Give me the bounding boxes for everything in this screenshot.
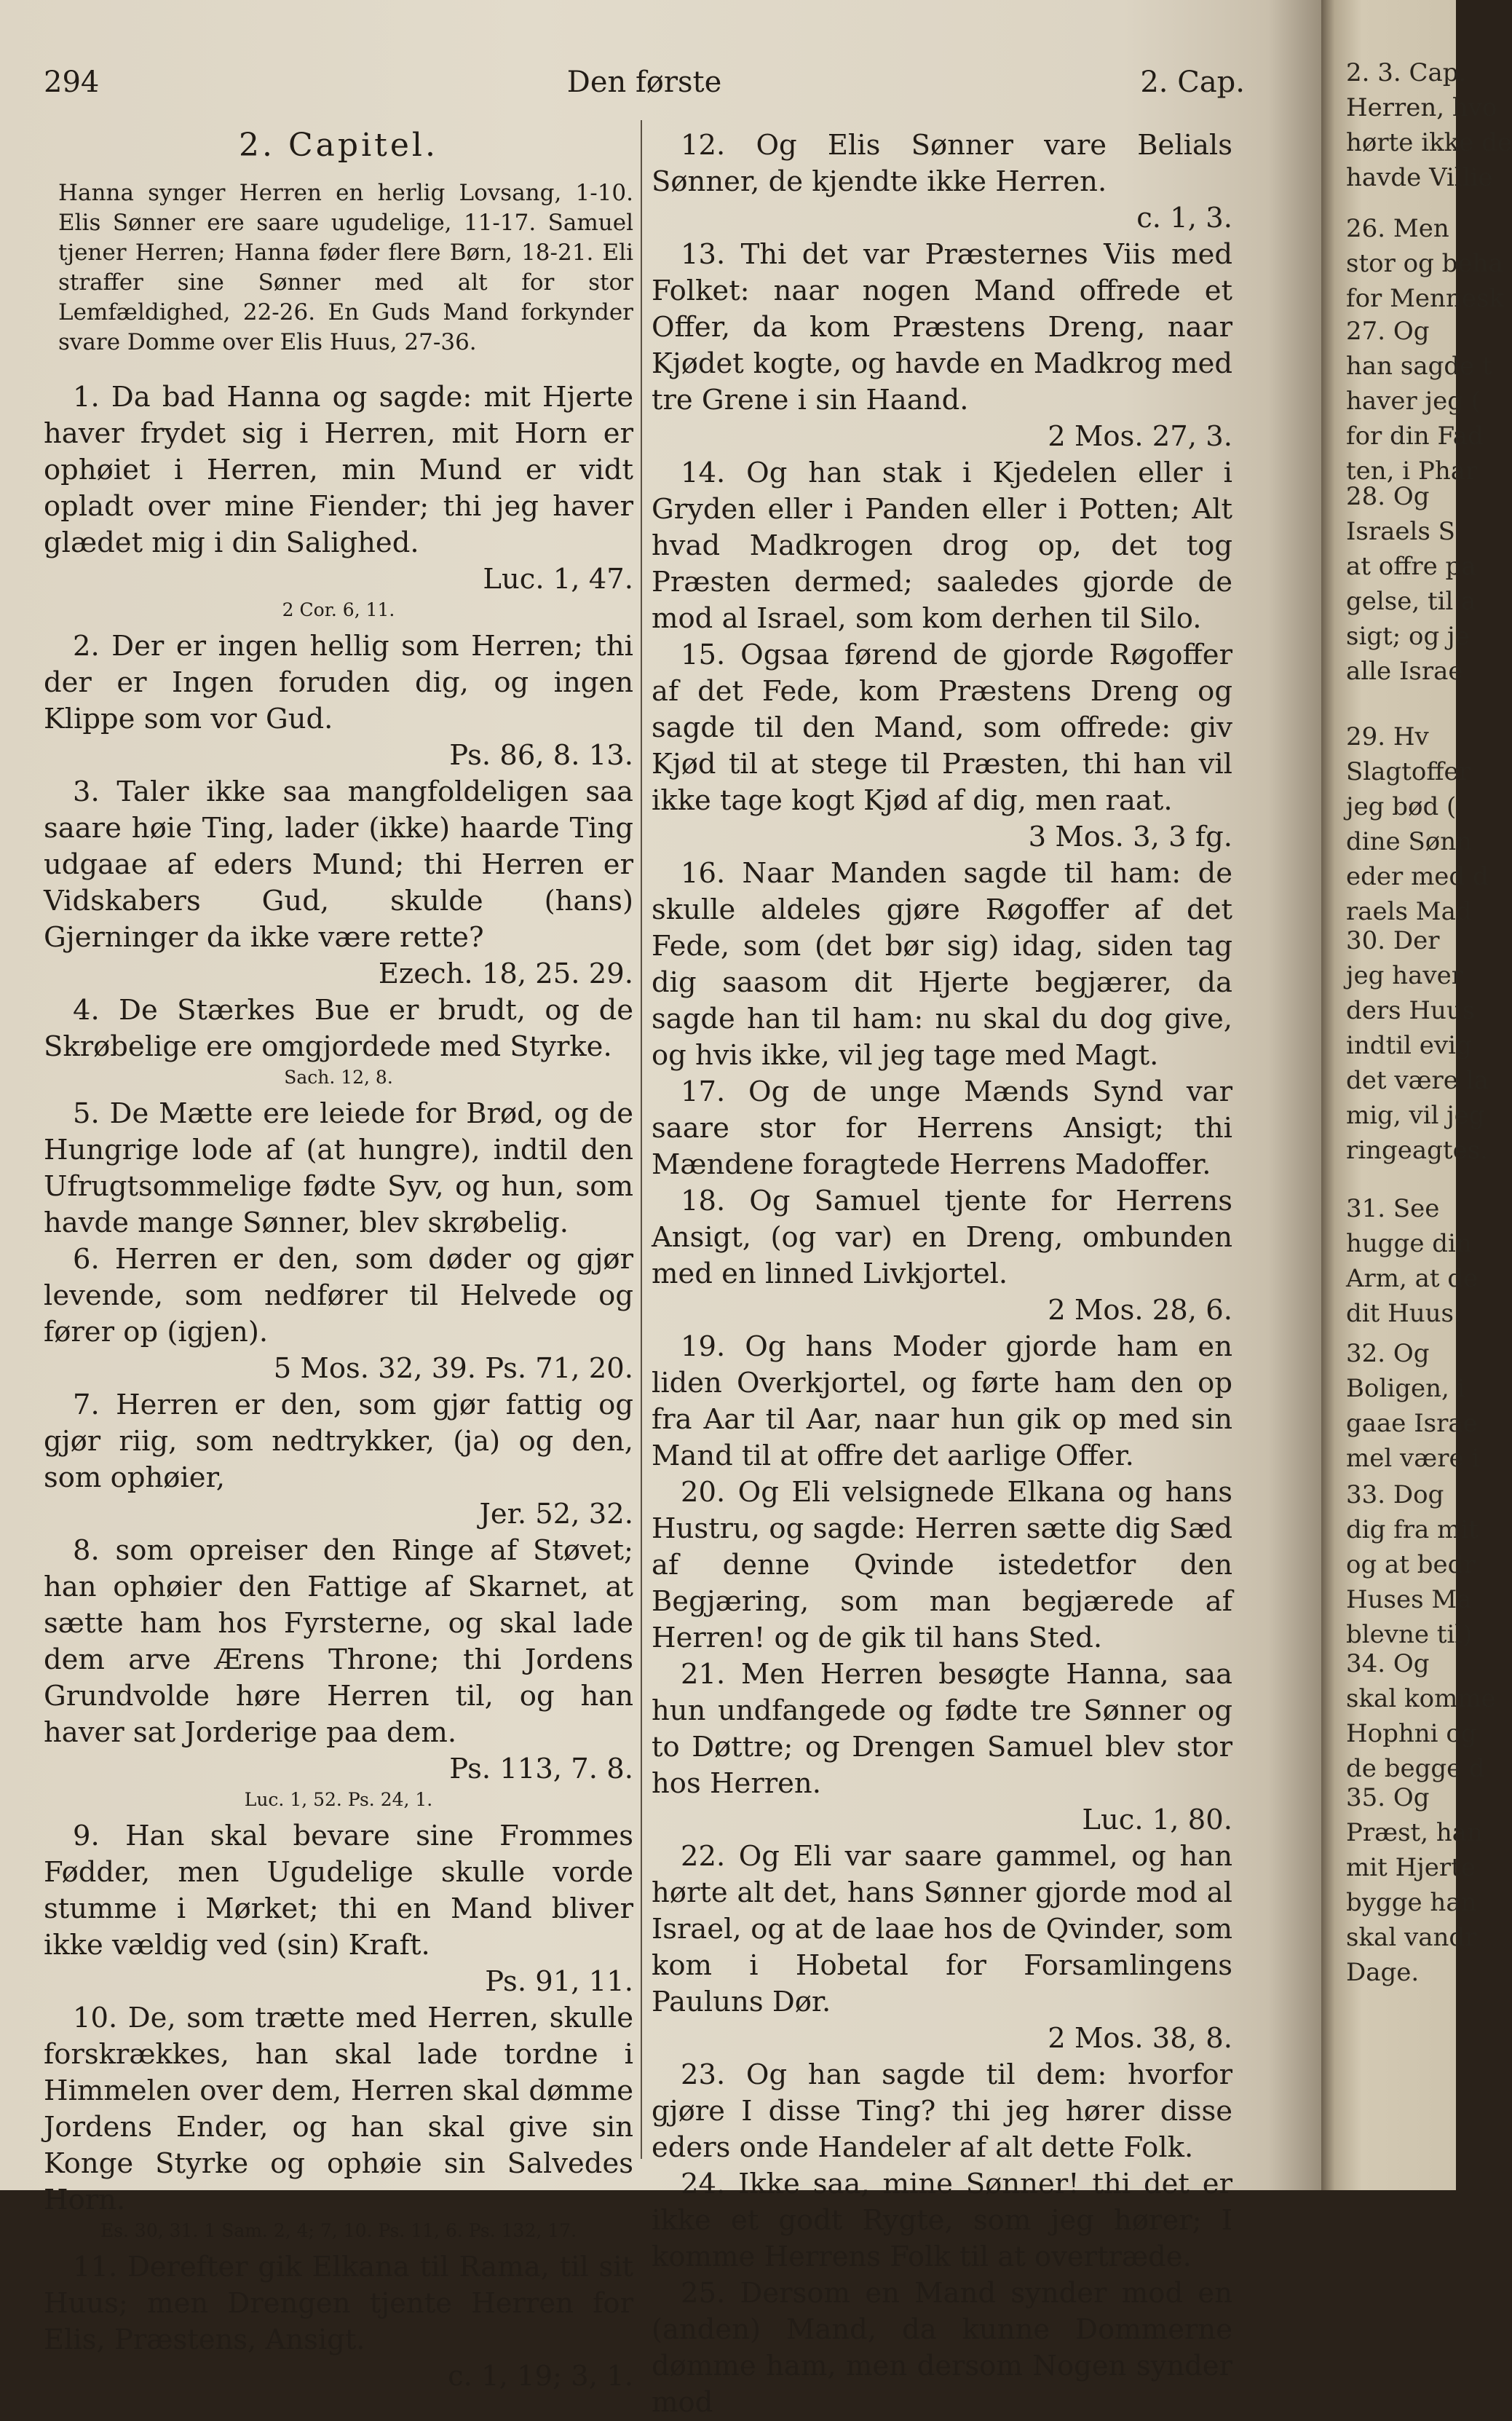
verse-text: 4. De Stærkes Bue er brudt, og de Skrøbelige ere omgjordede med Styrke. [44, 994, 633, 1063]
verse-reference: Ps. 91, 11. [485, 1965, 633, 1998]
facing-page-line: dine Sønn [1346, 827, 1473, 856]
facing-page-line: Slagtoffer [1346, 757, 1471, 786]
verse-text: 12. Og Elis Sønner vare Belials Sønner, de kjendte ikke Herren. [652, 129, 1232, 198]
verse-text: 14. Og han stak i Kjedelen eller i Gryden eller i Panden eller i Potten; Alt hvad Madkrogen drog op, det tog Præsten dermed; saaledes gjorde de mod al Israel, som kom derhen til Silo. [652, 457, 1232, 635]
facing-page-line: 27. Og [1346, 317, 1430, 346]
verse [44, 2249, 633, 2395]
column-divider [641, 120, 642, 2159]
verse-reference: 2 Mos. 28, 6. [1048, 1294, 1232, 1327]
verse [44, 628, 633, 774]
facing-page-line: 30. Der [1346, 926, 1440, 955]
facing-page-line: 33. Dog [1346, 1480, 1444, 1509]
verse-text: 19. Og hans Moder gjorde ham en liden Overkjortel, og førte ham den op fra Aar til Aar, naar hun gik op med sin Mand til at offre det aarlige Offer. [652, 1330, 1232, 1472]
chapter-label: 2. Cap. [1140, 66, 1245, 99]
verse-text: 17. Og de unge Mænds Synd var saare stor for Herrens Ansigt; thi Mændene foragtede Herrens Madoffer. [652, 1075, 1232, 1181]
facing-page-line: havde Villie [1346, 163, 1493, 192]
facing-page-line: for Mennesk [1346, 284, 1505, 313]
facing-page-line: gaae Israe [1346, 1409, 1478, 1438]
verse-reference: c. 1, 19; 3, 1. [448, 2360, 633, 2393]
facing-page-line: jeg bød ( [1346, 792, 1457, 821]
verse-text: 8. som opreiser den Ringe af Støvet; han ophøier den Fattige af Skarnet, at sætte ham hos Fyrsterne, og skal lade dem arve Ærens Throne; thi Jordens Grundvolde høre Herren til, og han haver sat Jorderige paa dem. [44, 1534, 633, 1749]
facing-page-line: Huses Ma [1346, 1585, 1472, 1614]
verse-text: 22. Og Eli var saare gammel, og han hørte alt det, hans Sønner gjorde mod al Israel, og at de laae hos de Qvinder, som kom i Hobetal for Forsamlingens Pauluns Dør. [652, 1840, 1232, 2018]
verse-reference: 2 Mos. 27, 3. [1048, 420, 1232, 453]
verse [652, 127, 1232, 237]
verse-text: 11. Derefter gik Elkana til Rama, til sit Huus; men Drengen tjente Herren for Elis, Præstens, Ansigt. [44, 2251, 633, 2356]
cross-reference-note: Es. 30, 31. 1 Sam. 2, 4; 7, 10. Ps. 11, 6. Ps. 132, 17. [100, 2220, 577, 2241]
verse-text: 5. De Mætte ere leiede for Brød, og de Hungrige lode af (at hungre), indtil den Ufrugtsommelige fødte Syv, og hun, som havde mange Sønner, blev skrøbelig. [44, 1097, 633, 1239]
verse [652, 1329, 1232, 1474]
verse-text: 15. Ogsaa førend de gjorde Røgoffer af det Fede, kom Præstens Dreng og sagde til den Mand, som offrede: giv Kjød til at stege til Præsten, thi han vil ikke tage kogt Kjød af dig, men raat. [652, 639, 1232, 817]
verse-text: 16. Naar Manden sagde til ham: de skulle aldeles gjøre Røgoffer af det Fede, som (det bør sig) idag, siden tag dig saasom dit Hjerte begjærer, da sagde han til ham: nu skal du dog give, og hvis ikke, vil jeg tage med Magt. [652, 857, 1232, 1072]
verse-reference: 2 Mos. 38, 8. [1048, 2022, 1232, 2055]
facing-page-line: ten, i Phar [1346, 457, 1478, 486]
page-number: 294 [44, 66, 100, 99]
verse [652, 2166, 1232, 2275]
verse-reference: Ps. 86, 8. 13. [449, 739, 633, 772]
facing-page-line: skal vandr [1346, 1923, 1477, 1952]
verse [652, 455, 1232, 637]
facing-page-line: raels Mad [1346, 897, 1472, 926]
facing-page-line: Præst, han [1346, 1818, 1483, 1847]
facing-page-line: jeg haver [1346, 961, 1463, 990]
facing-page-line: Hophni og [1346, 1719, 1477, 1748]
verse [44, 774, 633, 992]
facing-page-line: haver jeg ( [1346, 387, 1481, 416]
verse [652, 637, 1232, 856]
verse-reference: 5 Mos. 32, 39. Ps. 71, 20. [273, 1352, 633, 1385]
facing-page-line: 29. Hv [1346, 722, 1429, 751]
verse-text: 2. Der er ingen hellig som Herren; thi der er Ingen foruden dig, og ingen Klippe som vor Gud. [44, 630, 633, 735]
facing-page-line: 28. Og [1346, 482, 1430, 511]
verse-text: 13. Thi det var Præsternes Viis med Folket: naar nogen Mand offrede et Offer, da kom Præstens Dreng, naar Kjødet kogte, og havde en Madkrog med tre Grene i sin Haand. [652, 238, 1232, 416]
facing-page-line: stor og beha [1346, 249, 1503, 278]
verse-reference: Ps. 113, 7. 8. [449, 1753, 633, 1785]
verse [44, 1241, 633, 1387]
verse-reference: 3 Mos. 3, 3 fg. [1028, 821, 1232, 853]
verse [652, 1183, 1232, 1329]
facing-page-line: de begge d [1346, 1754, 1485, 1783]
verse-text: 6. Herren er den, som døder og gjør levende, som nedfører til Helvede og fører op (igjen). [44, 1243, 633, 1348]
page-header [44, 66, 1245, 109]
verse-reference: Luc. 1, 47. [483, 563, 633, 596]
verse-text: 18. Og Samuel tjente for Herrens Ansigt, (og var) en Dreng, ombunden med en linned Livkjortel. [652, 1185, 1232, 1290]
running-title: Den første [566, 66, 722, 99]
facing-page-line: at offre pa [1346, 552, 1476, 581]
facing-page-line: bygge han [1346, 1888, 1477, 1917]
verse-reference: Jer. 52, 32. [479, 1498, 633, 1531]
verse [652, 237, 1232, 455]
facing-page-line: Boligen, i [1346, 1374, 1465, 1403]
verse-text: 3. Taler ikke saa mangfoldeligen saa saare høie Ting, lader (ikke) haarde Ting udgaae af eders Mund; thi Herren er Vidskabers Gud, skulde (hans) Gjerninger da ikke være rette? [44, 775, 633, 954]
facing-page-line: 31. See [1346, 1194, 1440, 1223]
facing-page-line: han sagde t [1346, 352, 1492, 381]
verse [44, 1533, 633, 1788]
verse-text: 1. Da bad Hanna og sagde: mit Hjerte haver frydet sig i Herren, mit Horn er ophøiet i Herren, min Mund er vidt opladt over mine Fiender; thi jeg haver glædet mig i din Salighed. [44, 381, 633, 559]
verse [44, 379, 633, 598]
facing-page-line: indtil evig [1346, 1031, 1472, 1060]
verse [652, 1474, 1232, 1656]
cross-reference-note: Luc. 1, 52. Ps. 24, 1. [244, 1789, 433, 1810]
verse-reference: c. 1, 3. [1136, 202, 1232, 234]
facing-page-line: mel være i [1346, 1444, 1480, 1473]
verse-text: 9. Han skal bevare sine Frommes Fødder, men Ugudelige skulle vorde stumme i Mørket; thi en Mand bliver ikke vældig ved (sin) Kraft. [44, 1820, 633, 1962]
facing-page-line: blevne til) [1346, 1620, 1473, 1649]
left-column [44, 127, 633, 2395]
facing-page-line: 34. Og [1346, 1649, 1430, 1678]
facing-page-line: 32. Og [1346, 1339, 1430, 1368]
verse-reference: Ezech. 18, 25. 29. [378, 957, 633, 990]
cross-reference-note: 2 Cor. 6, 11. [282, 599, 395, 620]
verse [44, 1818, 633, 2000]
facing-page-line: ders Huus [1346, 996, 1476, 1025]
facing-page-line: Herren, hvo [1346, 93, 1497, 122]
facing-page-line: mit Hjerte [1346, 1853, 1476, 1882]
facing-page-line: for din Fad [1346, 422, 1484, 451]
verse [44, 1096, 633, 1241]
facing-page-line: Dage. [1346, 1958, 1420, 1987]
verse-text: 24. Ikke saa, mine Sønner! thi det er ikke et godt Rygte, som jeg hører; I komme Herrens Folk til at overtræde. [652, 2168, 1232, 2273]
facing-page-right [1321, 0, 1512, 2190]
facing-page-line: skal komme [1346, 1684, 1496, 1713]
facing-page-line: dit Huus. [1346, 1299, 1462, 1328]
verse-text: 21. Men Herren besøgte Hanna, saa hun undfangede og fødte tre Sønner og to Døttre; og Drengen Samuel blev stor hos Herren. [652, 1658, 1232, 1800]
verse [652, 1074, 1232, 1183]
verse-text: 25. Dersom en Mand synder mod en (anden) Mand, da kunne Dommerne dømme ham, men dersom Nogen synder mod [652, 2277, 1232, 2419]
verse [652, 1656, 1232, 1839]
facing-page-line: hørte ikke de [1346, 128, 1512, 157]
facing-page-line: gelse, til a [1346, 587, 1476, 616]
facing-page-line: ringeagtes. [1346, 1136, 1488, 1165]
verse-text: 23. Og han sagde til dem: hvorfor gjøre I disse Ting? thi jeg hører disse eders onde Handeler af alt dette Folk. [652, 2058, 1232, 2164]
verse [652, 2275, 1232, 2421]
facing-page-line: det være la [1346, 1066, 1489, 1095]
facing-page-line: mig, vil jeg [1346, 1101, 1485, 1130]
facing-page-line: dig fra mit [1346, 1515, 1479, 1544]
chapter-title: 2. Capitel. [239, 127, 438, 164]
facing-page-line: alle Israe [1346, 657, 1463, 686]
verse-text: 7. Herren er den, som gjør fattig og gjør riig, som nedtrykker, (ja) og den, som ophøier, [44, 1389, 633, 1494]
verse [652, 2057, 1232, 2166]
cross-reference-note: Sach. 12, 8. [284, 1067, 393, 1088]
facing-page-line: Israels S [1346, 517, 1455, 546]
verse-text: 10. De, som trætte med Herren, skulle forskrækkes, han skal lade tordne i Himmelen over dem, Herren skal dømme Jordens Ender, og han skal give sin Konge Styrke og ophøie sin Salvedes Horn. [44, 2002, 633, 2216]
verse [44, 992, 633, 1065]
facing-page-line: og at bedr [1346, 1550, 1476, 1579]
right-column [652, 127, 1232, 2421]
facing-page-line: sigt; og je [1346, 622, 1470, 651]
facing-page-line: Arm, at de [1346, 1264, 1479, 1293]
chapter-summary: Hanna synger Herren en herlig Lovsang, 1-10. Elis Sønner ere saare ugudelige, 11-17. Samuel tjener Herren; Hanna føder flere Børn, 18-21. Eli straffer sine Sønner med alt for stor Lemfældighed, 22-26. En Guds Mand forkynder svare Domme over Elis Huus, 27-36. [58, 180, 633, 355]
facing-page-line: hugge din [1346, 1229, 1472, 1258]
verse [652, 856, 1232, 1074]
facing-page-line: eder med d [1346, 862, 1489, 891]
facing-page-line: 35. Og [1346, 1783, 1430, 1812]
verse [44, 2000, 633, 2219]
verse-reference: Luc. 1, 80. [1082, 1804, 1232, 1836]
verse [44, 1387, 633, 1533]
verse [652, 1839, 1232, 2057]
facing-page-line: 26. Men [1346, 214, 1449, 243]
verse-text: 20. Og Eli velsignede Elkana og hans Hustru, og sagde: Herren sætte dig Sæd af denne Qvinde istedetfor den Begjæring, som man begjærede af Herren! og de gik til hans Sted. [652, 1476, 1232, 1654]
facing-page-line: 2. 3. Cap. [1346, 58, 1467, 87]
